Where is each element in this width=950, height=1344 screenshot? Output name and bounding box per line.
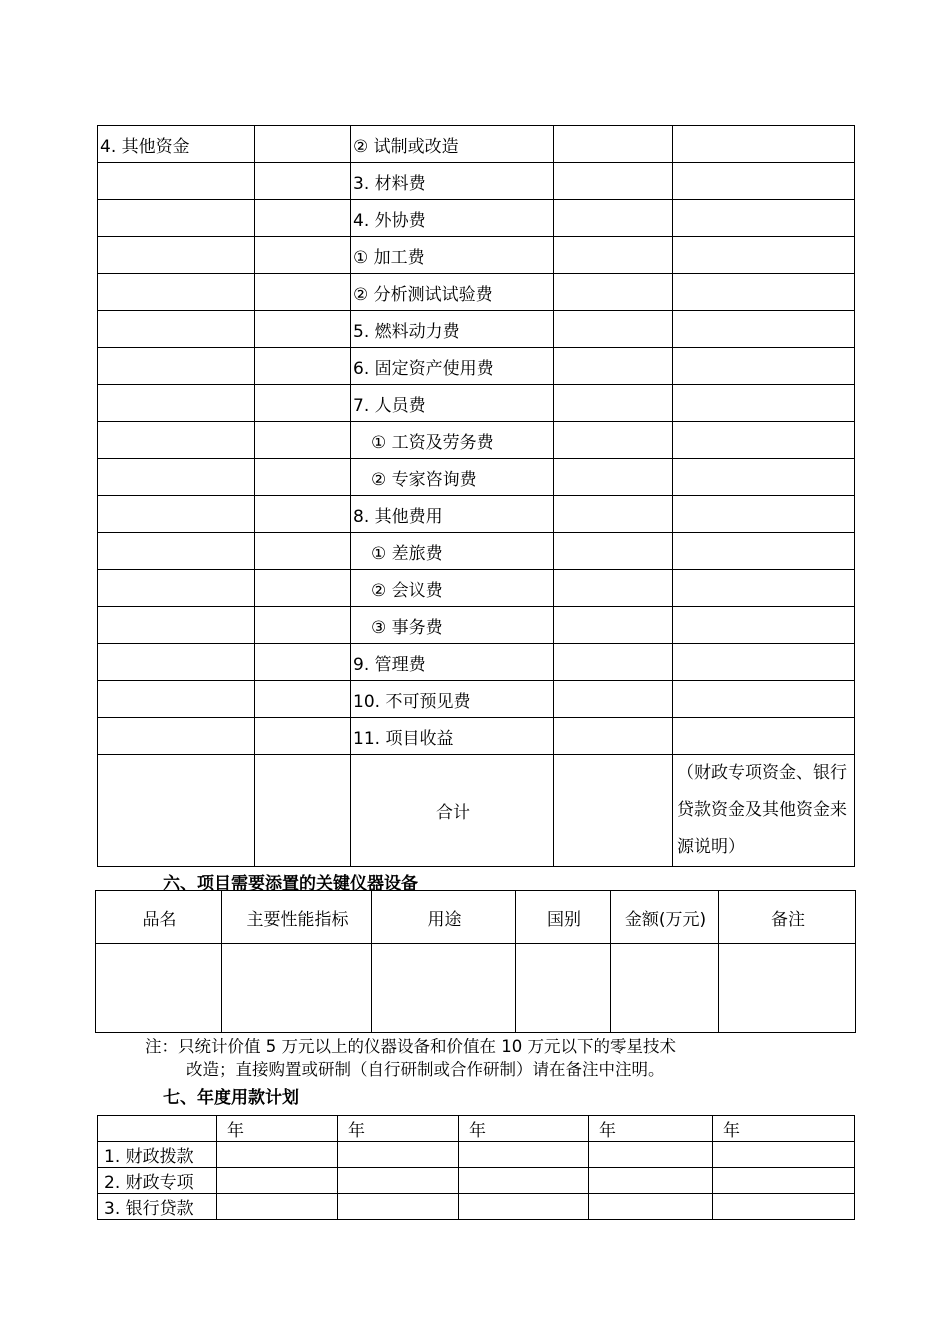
plan-header-row [98, 1116, 855, 1142]
budget-item-cell: 3. 材料费 [351, 163, 554, 200]
budget-item-cell: ② 会议费 [351, 570, 554, 607]
budget-row [98, 496, 855, 533]
plan-value-cell[interactable] [217, 1142, 338, 1168]
budget-note-cell[interactable] [673, 274, 855, 311]
plan-row-label: 3. 银行贷款 [98, 1194, 217, 1220]
equip-header-amount: 金额(万元) [611, 891, 719, 944]
budget-value-cell[interactable] [554, 718, 673, 755]
plan-value-cell[interactable] [713, 1194, 855, 1220]
budget-row [98, 311, 855, 348]
budget-row [98, 385, 855, 422]
budget-source-cell [98, 200, 255, 237]
budget-row [98, 570, 855, 607]
budget-amount-cell[interactable] [255, 200, 351, 237]
annual-plan-body [98, 1116, 855, 1220]
equip-header-country: 国别 [516, 891, 611, 944]
budget-row [98, 348, 855, 385]
plan-value-cell[interactable] [459, 1168, 589, 1194]
budget-value-cell[interactable] [554, 200, 673, 237]
equip-cell[interactable] [719, 944, 856, 1033]
section6-note-line2: 改造；直接购置或研制（自行研制或合作研制）请在备注中注明。 [186, 1060, 665, 1079]
budget-note-cell[interactable] [673, 237, 855, 274]
budget-item-cell: 5. 燃料动力费 [351, 311, 554, 348]
plan-row [98, 1168, 855, 1194]
budget-body [98, 126, 855, 867]
budget-source-cell [98, 348, 255, 385]
budget-amount-cell[interactable] [255, 385, 351, 422]
plan-value-cell[interactable] [217, 1194, 338, 1220]
equip-header-name: 品名 [96, 891, 222, 944]
budget-amount-cell[interactable] [255, 422, 351, 459]
budget-item-cell: 9. 管理费 [351, 644, 554, 681]
budget-source-cell [98, 311, 255, 348]
budget-total-label: 合计 [351, 755, 554, 867]
budget-amount-cell[interactable] [255, 718, 351, 755]
budget-total-cell[interactable] [255, 755, 351, 867]
budget-amount-cell[interactable] [255, 644, 351, 681]
plan-row-label: 2. 财政专项 [98, 1168, 217, 1194]
budget-item-cell: ① 工资及劳务费 [351, 422, 554, 459]
budget-note-cell[interactable] [673, 200, 855, 237]
budget-item-cell: 4. 外协费 [351, 200, 554, 237]
annual-plan-table [97, 1115, 855, 1220]
budget-note-cell[interactable] [673, 459, 855, 496]
budget-source-cell [98, 385, 255, 422]
budget-value-cell[interactable] [554, 237, 673, 274]
budget-row [98, 681, 855, 718]
plan-value-cell[interactable] [713, 1142, 855, 1168]
budget-note-cell[interactable] [673, 533, 855, 570]
plan-value-cell[interactable] [338, 1142, 459, 1168]
budget-note-cell[interactable] [673, 311, 855, 348]
equip-header-purpose: 用途 [372, 891, 516, 944]
budget-amount-cell[interactable] [255, 533, 351, 570]
plan-value-cell[interactable] [589, 1168, 713, 1194]
budget-value-cell[interactable] [554, 385, 673, 422]
plan-value-cell[interactable] [459, 1142, 589, 1168]
budget-value-cell[interactable] [554, 126, 673, 163]
budget-amount-cell[interactable] [255, 126, 351, 163]
budget-value-cell[interactable] [554, 459, 673, 496]
budget-row [98, 200, 855, 237]
budget-row [98, 274, 855, 311]
budget-source-cell [98, 459, 255, 496]
budget-amount-cell[interactable] [255, 348, 351, 385]
equip-header-specs: 主要性能指标 [222, 891, 372, 944]
budget-source-cell [98, 718, 255, 755]
budget-value-cell[interactable] [554, 496, 673, 533]
budget-source-cell [98, 607, 255, 644]
budget-amount-cell[interactable] [255, 311, 351, 348]
budget-note-cell[interactable] [673, 163, 855, 200]
budget-item-cell: ② 分析测试试验费 [351, 274, 554, 311]
budget-row [98, 163, 855, 200]
budget-value-cell[interactable] [554, 533, 673, 570]
budget-row [98, 607, 855, 644]
budget-value-cell[interactable] [554, 422, 673, 459]
budget-item-cell: ① 加工费 [351, 237, 554, 274]
plan-value-cell[interactable] [338, 1168, 459, 1194]
budget-amount-cell[interactable] [255, 681, 351, 718]
budget-note-cell[interactable] [673, 607, 855, 644]
section6-heading: 六、项目需要添置的关键仪器设备 [163, 874, 418, 894]
plan-year-header: 年 [338, 1116, 459, 1142]
budget-source-cell [98, 681, 255, 718]
budget-note-cell[interactable] [673, 348, 855, 385]
budget-note-cell[interactable] [673, 496, 855, 533]
budget-value-cell[interactable] [554, 163, 673, 200]
plan-row-label: 1. 财政拨款 [98, 1142, 217, 1168]
budget-row [98, 718, 855, 755]
budget-item-cell: ③ 事务费 [351, 607, 554, 644]
equip-cell[interactable] [222, 944, 372, 1033]
budget-source-cell [98, 570, 255, 607]
budget-value-cell[interactable] [554, 570, 673, 607]
budget-amount-cell[interactable] [255, 607, 351, 644]
budget-note-cell[interactable] [673, 718, 855, 755]
budget-value-cell[interactable] [554, 681, 673, 718]
budget-source-cell [98, 496, 255, 533]
budget-value-cell[interactable] [554, 274, 673, 311]
budget-row [98, 422, 855, 459]
budget-item-cell: ② 试制或改造 [351, 126, 554, 163]
plan-year-header: 年 [589, 1116, 713, 1142]
plan-year-header: 年 [217, 1116, 338, 1142]
budget-note-cell[interactable] [673, 422, 855, 459]
budget-note-cell[interactable] [673, 681, 855, 718]
plan-value-cell[interactable] [459, 1194, 589, 1220]
equipment-empty-row [96, 944, 856, 1033]
budget-note-cell[interactable] [673, 644, 855, 681]
plan-value-cell[interactable] [338, 1194, 459, 1220]
budget-value-cell[interactable] [554, 607, 673, 644]
plan-corner-cell [98, 1116, 217, 1142]
plan-value-cell[interactable] [217, 1168, 338, 1194]
section7-heading: 七、年度用款计划 [163, 1088, 299, 1108]
budget-total-row [98, 755, 855, 867]
budget-note-cell[interactable] [673, 126, 855, 163]
budget-total-cell[interactable] [98, 755, 255, 867]
budget-amount-cell[interactable] [255, 496, 351, 533]
budget-source-cell [98, 422, 255, 459]
budget-item-cell: 8. 其他费用 [351, 496, 554, 533]
equip-header-remark: 备注 [719, 891, 856, 944]
budget-note-cell[interactable] [673, 385, 855, 422]
budget-amount-cell[interactable] [255, 570, 351, 607]
budget-source-cell [98, 533, 255, 570]
plan-value-cell[interactable] [713, 1168, 855, 1194]
budget-source-cell [98, 644, 255, 681]
budget-source-cell [98, 237, 255, 274]
budget-item-cell: 7. 人员费 [351, 385, 554, 422]
budget-total-value[interactable] [554, 755, 673, 867]
budget-row [98, 459, 855, 496]
budget-table [97, 125, 855, 867]
budget-value-cell[interactable] [554, 348, 673, 385]
budget-value-cell[interactable] [554, 644, 673, 681]
section6-note-line1: 注：只统计价值 5 万元以上的仪器设备和价值在 10 万元以下的零星技术 [145, 1037, 676, 1056]
budget-item-cell: ① 差旅费 [351, 533, 554, 570]
plan-value-cell[interactable] [589, 1194, 713, 1220]
budget-item-cell: ② 专家咨询费 [351, 459, 554, 496]
equip-cell[interactable] [516, 944, 611, 1033]
budget-source-cell [98, 163, 255, 200]
budget-amount-cell[interactable] [255, 459, 351, 496]
budget-item-cell: 6. 固定资产使用费 [351, 348, 554, 385]
budget-value-cell[interactable] [554, 311, 673, 348]
plan-row [98, 1194, 855, 1220]
budget-row [98, 126, 855, 163]
equipment-table [95, 890, 856, 1033]
budget-source-cell: 4. 其他资金 [98, 126, 255, 163]
budget-item-cell: 10. 不可预见费 [351, 681, 554, 718]
plan-row [98, 1142, 855, 1168]
plan-year-header: 年 [713, 1116, 855, 1142]
equipment-header-row [96, 891, 856, 944]
budget-row [98, 533, 855, 570]
budget-note-cell[interactable] [673, 570, 855, 607]
plan-value-cell[interactable] [589, 1142, 713, 1168]
plan-year-header: 年 [459, 1116, 589, 1142]
budget-item-cell: 11. 项目收益 [351, 718, 554, 755]
equip-cell[interactable] [372, 944, 516, 1033]
budget-source-cell [98, 274, 255, 311]
budget-amount-cell[interactable] [255, 163, 351, 200]
budget-total-note: （财政专项资金、银行贷款资金及其他资金来源说明） [673, 755, 855, 867]
budget-row [98, 644, 855, 681]
budget-row [98, 237, 855, 274]
equip-cell[interactable] [96, 944, 222, 1033]
equip-cell[interactable] [611, 944, 719, 1033]
budget-amount-cell[interactable] [255, 237, 351, 274]
budget-amount-cell[interactable] [255, 274, 351, 311]
